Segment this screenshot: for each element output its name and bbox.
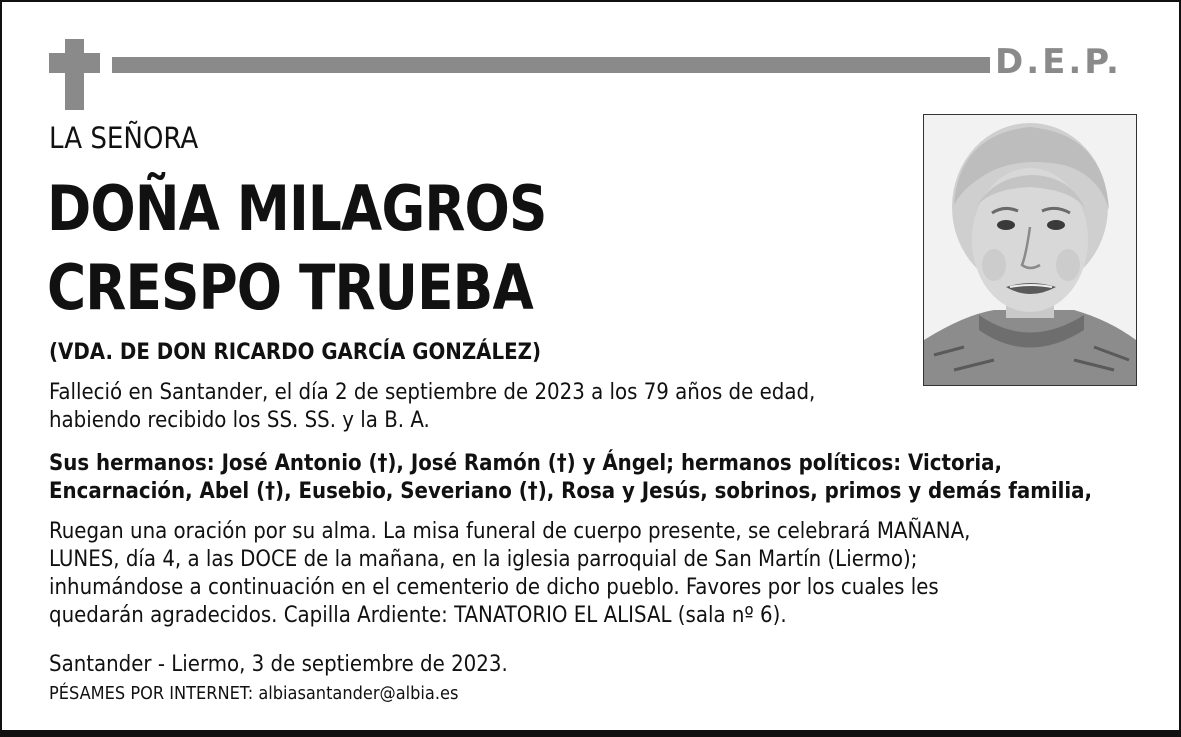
service-line: quedarán agradecidos. Capilla Ardiente: TANATORIO EL ALISAL (sala nº 6). — [49, 603, 787, 628]
death-notice-line: habiendo recibido los SS. SS. y la B. A. — [49, 408, 430, 433]
dep-heading: D.E.P. — [995, 42, 1122, 82]
service-paragraph — [49, 518, 999, 630]
family-paragraph — [49, 450, 1093, 506]
cross-icon — [65, 39, 84, 110]
deceased-name-line1: DOÑA MILAGROS — [47, 172, 547, 245]
portrait-image — [924, 115, 1136, 385]
place-date: Santander - Liermo, 3 de septiembre de 2023. — [49, 652, 508, 677]
service-line: inhumándose a continuación en el cementerio de dicho pueblo. Favores por los cuales les — [49, 575, 939, 600]
widow-of-line: (VDA. DE DON RICARDO GARCÍA GONZÁLEZ) — [49, 340, 542, 365]
deceased-name-line2: CRESPO TRUEBA — [47, 251, 533, 324]
service-line: Ruegan una oración por su alma. La misa funeral de cuerpo presente, se celebrará MAÑANA, — [49, 519, 971, 544]
family-line: Sus hermanos: José Antonio (†), José Ramón (†) y Ángel; hermanos políticos: Victoria, — [49, 451, 1002, 476]
condolences-contact: PÉSAMES POR INTERNET: albiasantander@albia.es — [49, 683, 459, 704]
service-line: LUNES, día 4, a las DOCE de la mañana, en la iglesia parroquial de San Martín (Liermo); — [49, 547, 918, 572]
family-line: Encarnación, Abel (†), Eusebio, Severiano (†), Rosa y Jesús, sobrinos, primos y demás familia, — [49, 479, 1093, 504]
portrait-photo — [923, 114, 1137, 386]
title-label: LA SEÑORA — [49, 121, 199, 155]
death-notice-paragraph — [49, 379, 999, 435]
header-rule — [112, 57, 990, 73]
death-notice-line: Falleció en Santander, el día 2 de septiembre de 2023 a los 79 años de edad, — [49, 380, 816, 405]
cross-icon-bar — [49, 53, 100, 73]
